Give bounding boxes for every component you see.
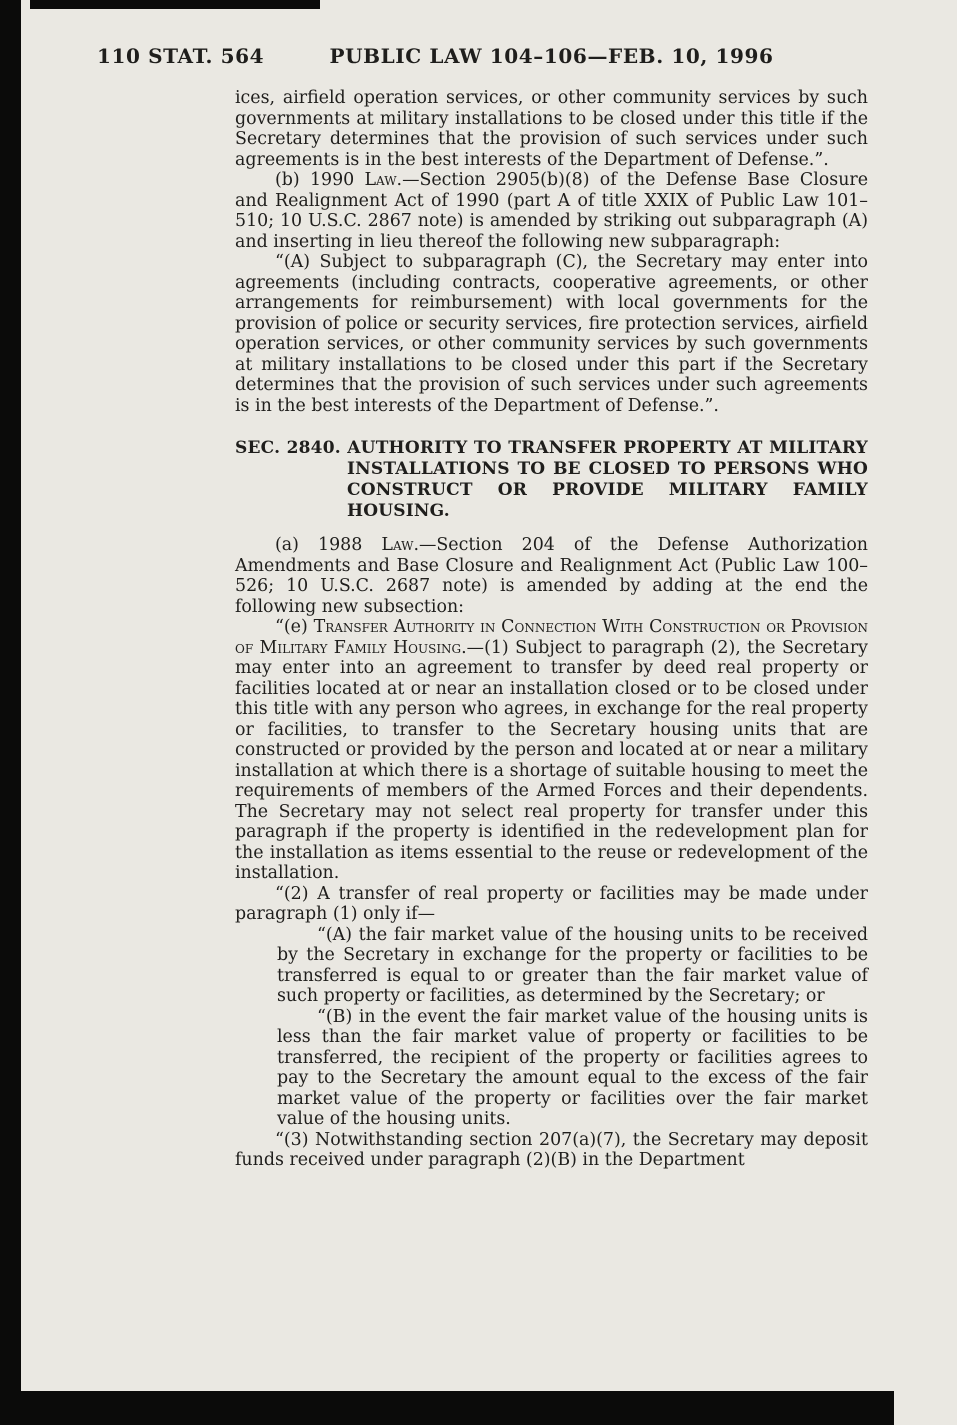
paragraph-quoted-subparagraph-a: [235, 252, 868, 416]
paragraph-quoted-3: [235, 1130, 868, 1171]
section-heading-sec-2840: SEC. 2840. AUTHORITY TO TRANSFER PROPERTY AT MILITARY INSTALLATIONS TO BE CLOSED TO PERSONS WHO CONSTRUCT OR PROVIDE MILITARY FAMILY HOUSING.: [235, 438, 868, 521]
paragraph-text: “(e): [275, 617, 314, 637]
paragraph-continuation: [235, 88, 868, 170]
paragraph-text: “(B) in the event the fair market value of the housing units is less than the fair market value of property or facilities to be transferred, the recipient of the property or facilities agrees to pay to the Secretary the amount equal to the excess of the fair market value of the property or facilities over the fair market value of the housing units.: [277, 1006, 868, 1129]
small-caps-term: Law: [381, 535, 414, 555]
paragraph-text: (a) 1988: [275, 535, 382, 555]
small-caps-term: Transfer Authority in Connection With Construction or Provision of Military Family Housing: [235, 617, 868, 658]
paragraph-text: “(A) Subject to subparagraph (C), the Secretary may enter into agreements (including contracts, cooperative agreements, or other arrangements for reimbursement) with local governments for the provision of police or security services, fire protection services, airfield operation services, or other community services by such governments at military installations to be closed under this part if the Secretary determines that the provision of such services under such agreements is in the best interests of the Department of Defense.”.: [235, 252, 868, 416]
paragraph-text: .—(1) Subject to paragraph (2), the Secretary may enter into an agreement to transfer by deed real property or facilities located at or near an installation closed or to be closed under this title with any person who agrees, in exchange for the real property or facilities, to transfer to the Secretary housing units that are constructed or provided by the person and located at or near a military installation at which there is a shortage of suitable housing to meet the requirements of members of the Armed Forces and their dependents. The Secretary may not select real property for transfer under this paragraph if the property is identified in the redevelopment plan for the installation as items essential to the reuse or redevelopment of the installation.: [235, 637, 868, 883]
scan-artifact-left-bar: [0, 0, 21, 1425]
paragraph-b-1990-law: [235, 170, 868, 252]
paragraph-text: “(2) A transfer of real property or facilities may be made under paragraph (1) only if—: [235, 883, 868, 924]
paragraph-quoted-subsection-e: [235, 617, 868, 884]
paragraph-text: .—Section 2905(b)(8) of the Defense Base Closure and Realignment Act of 1990 (part A of title XXIX of Public Law 101–510; 10 U.S.C. 2867 note) is amended by striking out subparagraph (A) and inserting in lieu thereof the following new subparagraph:: [235, 170, 868, 252]
paragraph-quoted-2: [235, 884, 868, 925]
paragraph-text: ices, airfield operation services, or other community services by such governments at military installations to be closed under this title if the Secretary determines that the provision of such services under such agreements is in the best interests of the Department of Defense.”.: [235, 88, 868, 170]
statute-text-column: [235, 88, 868, 1171]
paragraph-quoted-2a: [277, 925, 868, 1007]
paragraph-quoted-2b: [277, 1007, 868, 1130]
small-caps-term: Law: [364, 170, 397, 190]
paragraph-text: .—Section 204 of the Defense Authorization Amendments and Base Closure and Realignment Act (Public Law 100–526; 10 U.S.C. 2687 note) is amended by adding at the end the following new subsection:: [235, 535, 868, 617]
stat-page-number: 110 STAT. 564: [97, 44, 265, 68]
running-head-law-title: PUBLIC LAW 104–106—FEB. 10, 1996: [329, 44, 774, 68]
paragraph-text: (b) 1990: [275, 170, 365, 190]
paragraph-text: “(3) Notwithstanding section 207(a)(7), the Secretary may deposit funds received under paragraph (2)(B) in the Department: [235, 1129, 868, 1170]
paragraph-text: “(A) the fair market value of the housing units to be received by the Secretary in exchange for the property or facilities to be transferred is equal to or greater than the fair market value of such property or facilities, as determined by the Secretary; or: [277, 924, 868, 1006]
paragraph-a-1988-law: [235, 535, 868, 617]
scan-artifact-bottom-bar: [21, 1391, 894, 1425]
scan-artifact-top-bar: [30, 0, 320, 9]
